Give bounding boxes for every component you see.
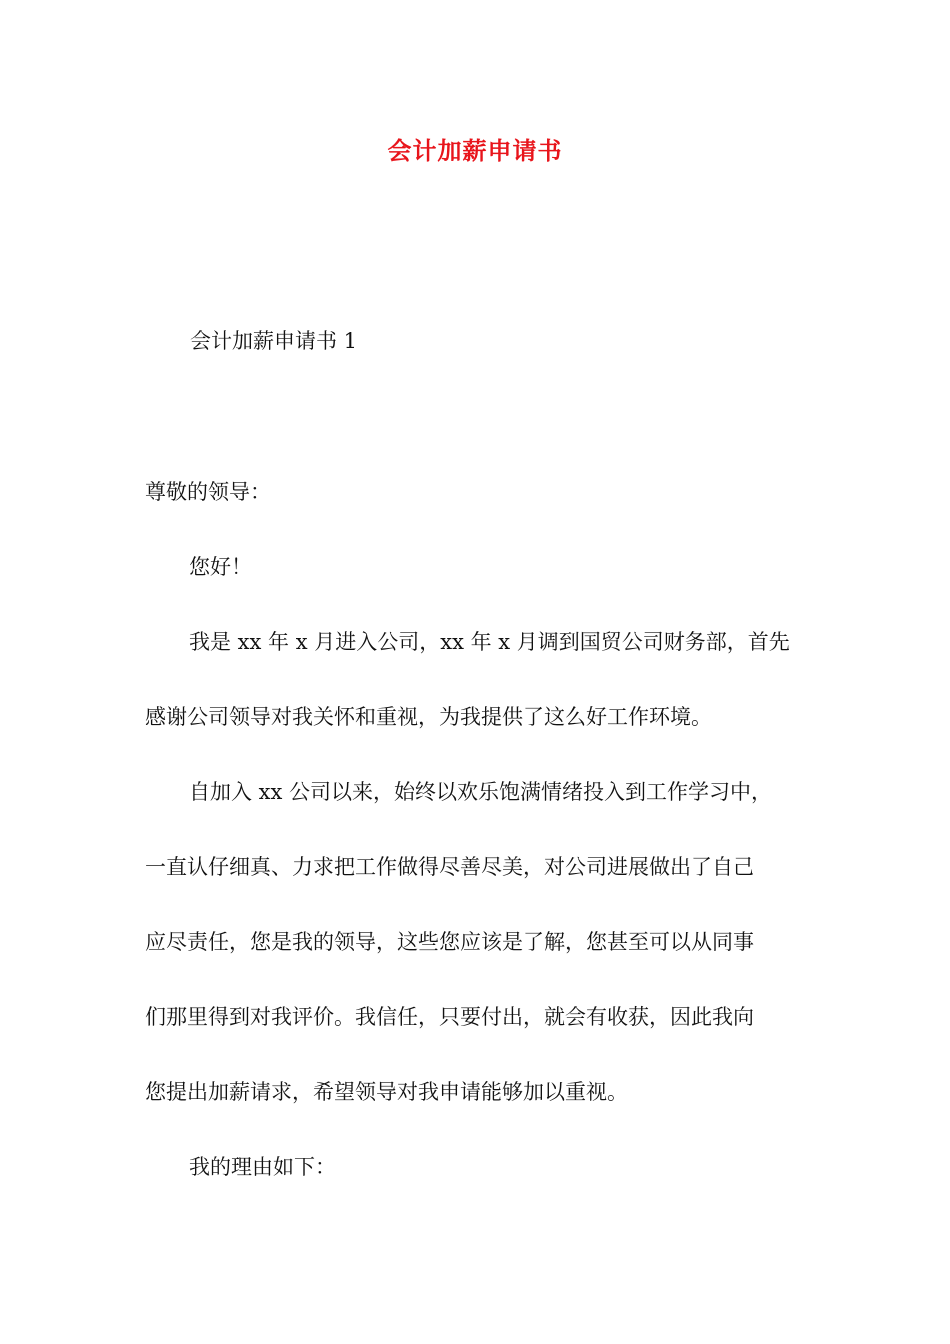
body-paragraph-1: [145, 605, 810, 755]
paragraph-line: 感谢公司领导对我关怀和重视，为我提供了这么好工作环境。: [145, 705, 712, 729]
reasons-intro: 我的理由如下：: [189, 1155, 336, 1179]
greeting-paragraph: [145, 530, 810, 605]
greeting: 您好！: [189, 555, 252, 579]
paragraph-line: 们那里得到对我评价。我信任，只要付出，就会有收获，因此我向: [145, 1005, 754, 1029]
paragraph-line: 应尽责任，您是我的领导，这些您应该是了解，您甚至可以从同事: [145, 930, 754, 954]
salutation: 尊敬的领导：: [145, 480, 271, 504]
paragraph-line: 您提出加薪请求，希望领导对我申请能够加以重视。: [145, 1080, 628, 1104]
paragraph-line: 我是 xx 年 x 月进入公司，xx 年 x 月调到国贸公司财务部，首先: [189, 630, 790, 654]
body-paragraph-2: [145, 755, 810, 1130]
salutation-paragraph: [145, 455, 810, 530]
paragraph-line: 一直认仔细真、力求把工作做得尽善尽美，对公司进展做出了自己: [145, 855, 754, 879]
paragraph-line: 自加入 xx 公司以来，始终以欢乐饱满情绪投入到工作学习中，: [189, 780, 773, 804]
document-title: 会计加薪申请书: [387, 136, 563, 165]
section-heading: 会计加薪申请书 1: [190, 329, 358, 353]
reasons-intro-paragraph: [145, 1130, 810, 1205]
